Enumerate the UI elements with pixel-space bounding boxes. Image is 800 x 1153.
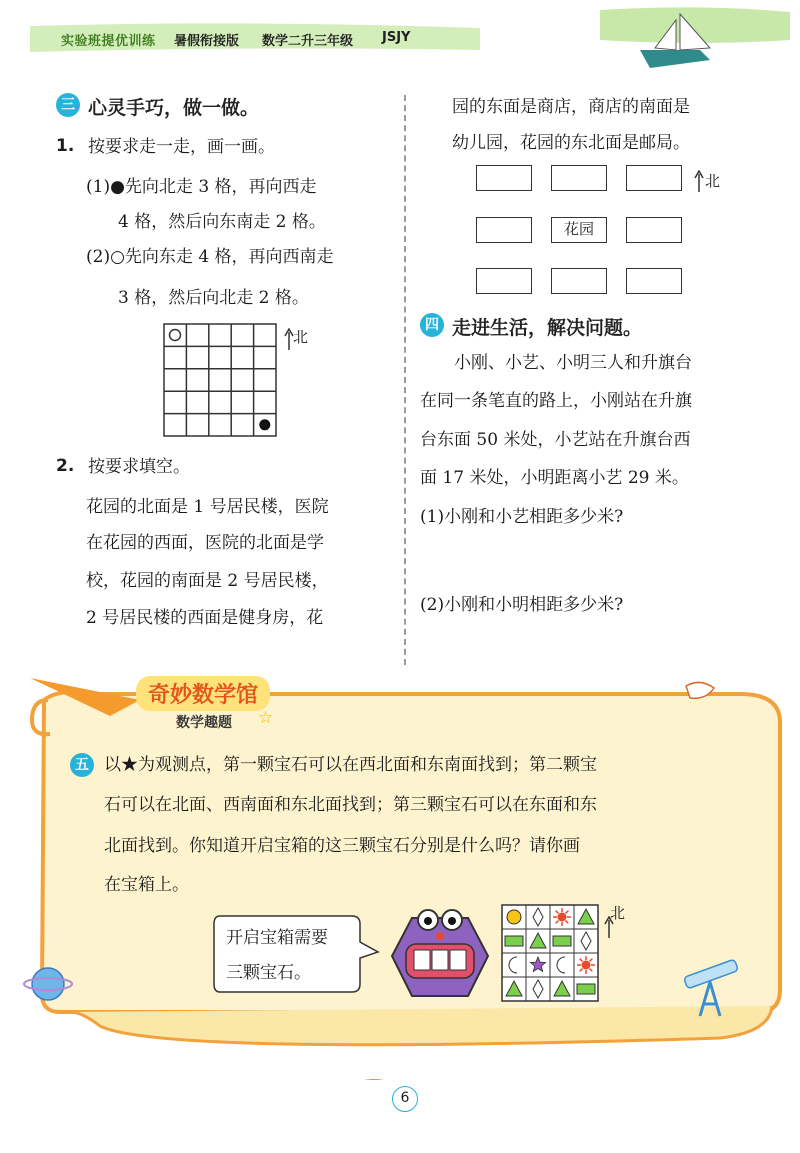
star-icon: ☆ (258, 708, 274, 728)
section4-badge: 四 (420, 313, 444, 337)
s4-line-2: 在同一条笔直的路上，小刚站在升旗 (420, 391, 692, 411)
edition-label: 暑假衔接版 (174, 34, 240, 49)
q1-number: 1. (56, 136, 75, 156)
s4-question-1: (1)小刚和小艺相距多少米? (420, 507, 624, 527)
walk-grid[interactable] (162, 322, 282, 442)
q1-prompt: 按要求走一走，画一画。 (88, 137, 275, 157)
map-box[interactable] (476, 217, 532, 243)
map-box[interactable] (476, 268, 532, 294)
q2-line-4: 2 号居民楼的西面是健身房，花 (86, 608, 324, 628)
treasure-chest (384, 904, 494, 1004)
gem-rect-icon (553, 936, 571, 946)
s5-line-4: 在宝箱上。 (104, 875, 189, 895)
section3-badge: 三 (56, 93, 80, 117)
map-box[interactable] (551, 165, 607, 191)
gem-north-label: 北 (610, 904, 626, 922)
speech-bubble (212, 912, 382, 998)
map-north-label: 北 (705, 172, 721, 190)
gem-slot (432, 950, 448, 970)
map-box[interactable] (626, 268, 682, 294)
garden-box: 花园 (551, 217, 607, 243)
bubble-line-1: 开启宝箱需要 (226, 928, 328, 948)
gem-slot (414, 950, 430, 970)
s4-line-3: 台东面 50 米处，小艺站在升旗台西 (420, 430, 691, 450)
q1-item2-line1: (2)○先向东走 4 格，再向西南走 (86, 247, 334, 267)
q2-line-1: 花园的北面是 1 号居民楼，医院 (86, 497, 329, 517)
q2-line-3: 校，花园的南面是 2 号居民楼， (86, 571, 329, 591)
map-box[interactable] (476, 165, 532, 191)
grid-north-label: 北 (293, 328, 309, 346)
code-label: JSJY (382, 30, 411, 45)
gem-grid[interactable] (500, 903, 602, 1003)
scroll-background (0, 660, 800, 1080)
page-number: 6 (392, 1086, 418, 1112)
bubble-line-2: 三颗宝石。 (226, 963, 311, 983)
gem-rect-icon (505, 936, 523, 946)
q1-item1-line1: (1)●先向北走 3 格，再向西走 (86, 177, 317, 197)
column-divider (404, 95, 406, 665)
gem-sun-icon (577, 956, 595, 974)
s5-line-2: 石可以在北面、西南面和东北面找到；第三颗宝石可以在东面和东 (104, 795, 597, 815)
q2-number: 2. (56, 456, 75, 476)
s5-line-1: 以★为观测点，第一颗宝石可以在西北面和东南面找到；第二颗宝 (104, 755, 597, 775)
q2-prompt: 按要求填空。 (88, 457, 190, 477)
q2-line-5: 园的东面是商店，商店的南面是 (452, 97, 690, 117)
q1-item1-line2: 4 格，然后向东南走 2 格。 (118, 212, 326, 232)
series-title: 实验班提优训练 (61, 34, 156, 49)
gem-circle-icon (507, 910, 521, 924)
section3-title: 心灵手巧，做一做。 (88, 97, 260, 119)
q1-item2-line2: 3 格，然后向北走 2 格。 (118, 288, 309, 308)
gem-slot (450, 950, 466, 970)
s5-line-3: 北面找到。你知道开启宝箱的这三颗宝石分别是什么吗？请你画 (104, 836, 580, 856)
s4-question-2: (2)小刚和小明相距多少米? (420, 595, 624, 615)
gem-rect-icon (577, 984, 595, 994)
start-solid-dot (259, 419, 270, 430)
q2-line-2: 在花园的西面，医院的北面是学 (86, 533, 324, 553)
subject-label: 数学二升三年级 (262, 34, 354, 49)
gem-sun-icon (553, 908, 571, 926)
north-arrow-icon (694, 170, 704, 194)
start-hollow-dot (170, 330, 181, 341)
map-box[interactable] (626, 217, 682, 243)
section4-title: 走进生活，解决问题。 (452, 317, 643, 339)
banner-title: 奇妙数学馆 (136, 676, 270, 711)
section5-badge: 五 (70, 753, 94, 777)
map-box[interactable] (551, 268, 607, 294)
s4-line-1: 小刚、小艺、小明三人和升旗台 (454, 353, 692, 373)
banner-subtitle: 数学趣题 (176, 715, 232, 731)
map-box[interactable] (626, 165, 682, 191)
q2-line-6: 幼儿园，花园的东北面是邮局。 (452, 133, 690, 153)
s4-line-4: 面 17 米处，小明距离小艺 29 米。 (420, 468, 689, 488)
